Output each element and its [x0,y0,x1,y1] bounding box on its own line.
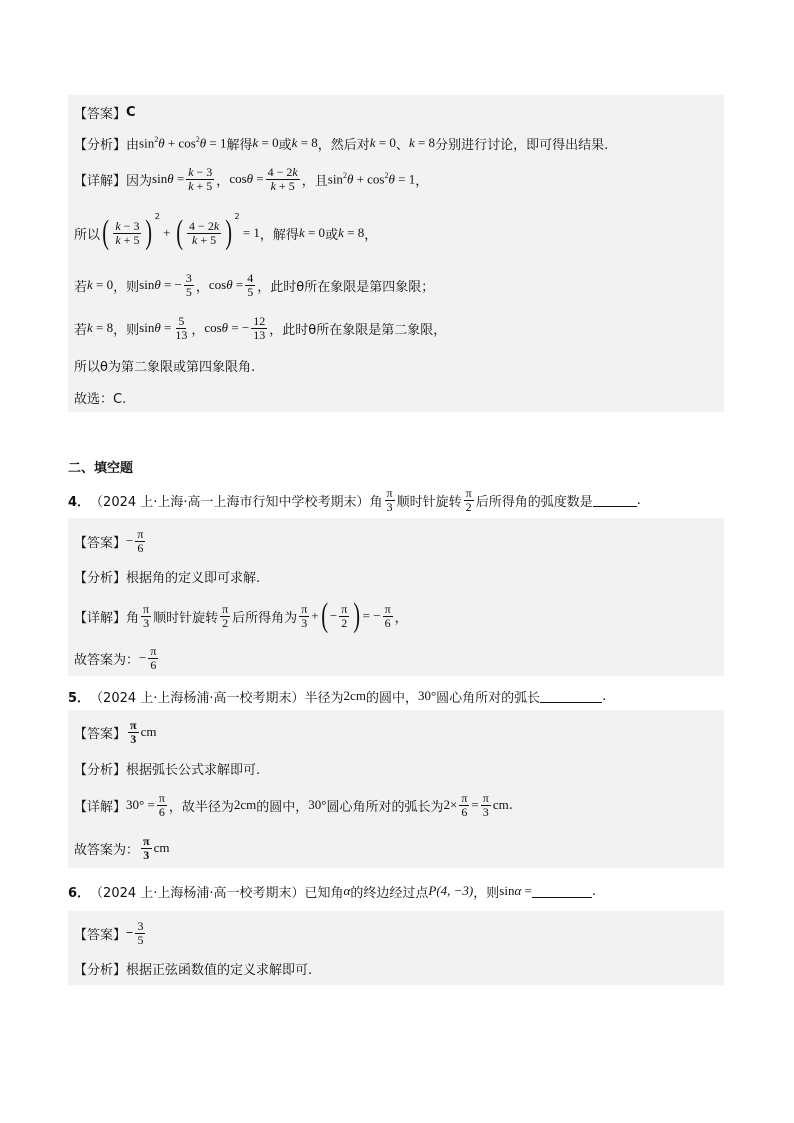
q6-analysis: 【分析】 根据正弦函数值的定义求解即可. [74,962,313,978]
q4-detail: 【详解】 角 $\frac{\pi}{3}$ 顺时针旋转 $\frac{\pi}{2}$ 后所得角为 $\frac{\pi}{3}$ + ( − $\frac{\pi}{2}$ ) = − $\frac{\pi}{6}$ ， [74,597,408,634]
q6-question: 6． （2024 上·上海杨浦·高一校考期末） 已知角 α 的终边经过点 P(4, −3) ，则 sinα = . [68,883,597,901]
q3-answer: 【答案】 C [74,104,136,122]
q5-detail: 【详解】 30° = $\frac{\pi}{6}$ ，故半径为 2cm 的圆中， 30° 圆心角所对的弧长为 2× $\frac{\pi}{6}$ = $\frac{\pi}{3}$ cm . [74,790,513,819]
q4-question: 4． （2024 上·上海·高一上海市行知中学校考期末） 角 $\frac{\pi}{3}$ 顺时针旋转 $\frac{\pi}{2}$ 后所得角的弧度数是 . [68,485,641,514]
q5-answer: 【答案】 $\frac{\pi}{3}$ cm [74,717,157,746]
q5-final: 故答案为： $\frac{\pi}{3}$ cm [74,833,170,862]
q4-answer: 【答案】 − $\frac{\pi}{6}$ [74,526,144,555]
q3-detail-5: 所以θ为第二象限或第四象限角. [74,359,256,375]
q3-detail-2: 所以 ( $\frac{k - 3}{k + 5}$ ) $^2$ + ( $\frac{4 - 2k}{k + 5}$ ) $^2$ = 1 ，解得 k = 0 或 k = 8 ， [74,212,378,251]
q6-answer: 【答案】 − $\frac{3}{5}$ [74,918,144,947]
q3-analysis: 【分析】 由 $\sin^2\theta + \cos^2\theta = 1$ 解得 k = 0 或 k = 8 ，然后对 k = 0 、 k = 8 分别进行讨论，即可得出结果. [74,134,609,153]
q5-analysis: 【分析】 根据弧长公式求解即可. [74,762,261,778]
q4-analysis: 【分析】 根据角的定义即可求解. [74,570,261,586]
q3-choose: 故选：C. [74,391,127,407]
q3-detail-3: 若 k = 0 ，则 sinθ = − $\frac{3}{5}$ ， cosθ = $\frac{4}{5}$ ，此时θ所在象限是第四象限； [74,270,435,299]
q4-final: 故答案为： − $\frac{\pi}{6}$ [74,643,157,672]
q5-question: 5． （2024 上·上海杨浦·高一校考期末） 半径为 2cm 的圆中， 30° 圆心角所对的弧长 . [68,688,607,706]
q3-detail-4: 若 k = 8 ，则 sinθ = $\frac{5}{13}$ ， cosθ = − $\frac{12}{13}$ ，此时θ所在象限是第二象限， [74,313,447,342]
section-title: 二、填空题 [68,460,134,476]
q3-detail-1: 【详解】 因为 sinθ = $\frac{k - 3}{k + 5}$ ， cosθ = $\frac{4 - 2k}{k + 5}$ ，且 $\sin^2\theta + \cos^2\theta = 1$ ， [74,164,429,193]
